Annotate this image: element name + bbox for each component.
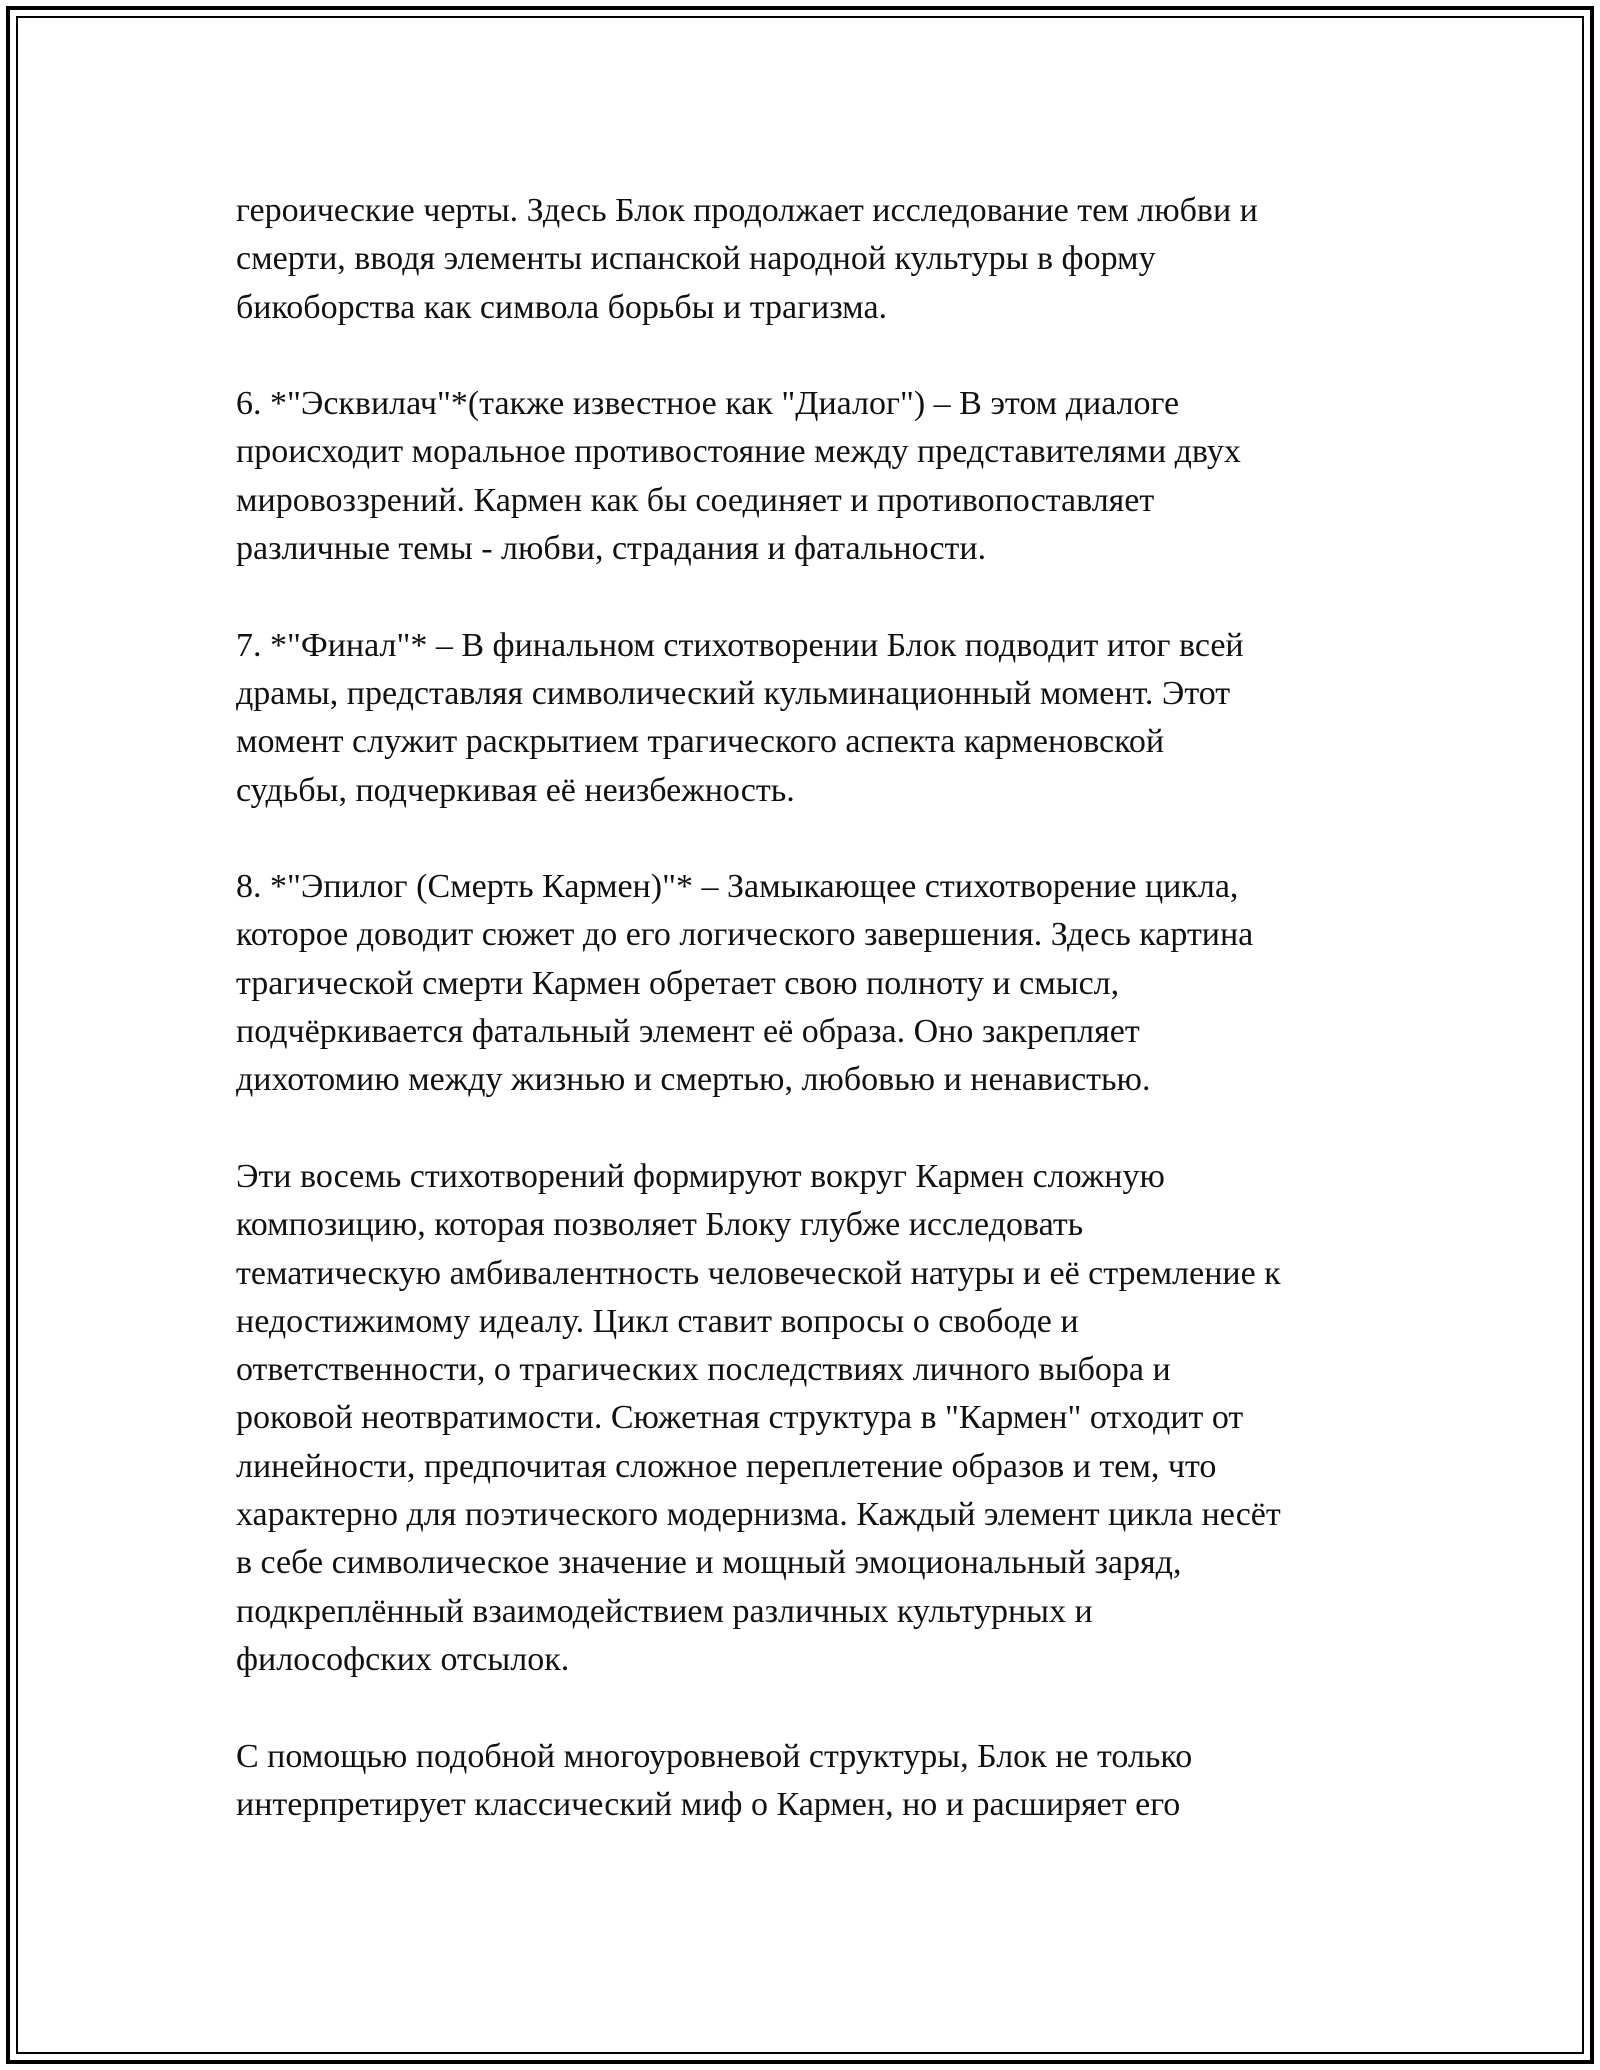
text-line: недостижимому идеалу. Цикл ставит вопросы о свободе и [236, 1302, 1079, 1340]
document-body [236, 187, 1396, 1877]
text-line: происходит моральное противостояние между представителями двух [236, 433, 1241, 471]
text-line: различные темы - любви, страдания и фатальности. [236, 530, 987, 568]
text-line: бикоборства как символа борьбы и трагизма. [236, 288, 888, 326]
text-line: которое доводит сюжет до его логического завершения. Здесь картина [236, 916, 1254, 954]
text-line: роковой неотвратимости. Сюжетная структура в "Кармен" отходит от [236, 1399, 1244, 1437]
text-line: ответственности, о трагических последствиях личного выбора и [236, 1351, 1171, 1389]
text-line: характерно для поэтического модернизма. Каждый элемент цикла несёт [236, 1496, 1281, 1534]
text-line: композицию, которая позволяет Блоку глубже исследовать [236, 1206, 1084, 1244]
paragraph-item-6 [236, 380, 1396, 573]
text-line: трагической смерти Кармен обретает свою полноту и смысл, [236, 964, 1120, 1002]
text-line: С помощью подобной многоуровневой структуры, Блок не только [236, 1737, 1193, 1775]
text-line: философских отсылок. [236, 1640, 570, 1678]
text-line: подкреплённый взаимодействием различных культурных и [236, 1592, 1093, 1630]
text-line: дихотомию между жизнью и смертью, любовью и ненавистью. [236, 1061, 1151, 1099]
paragraph-conclusion [236, 1733, 1396, 1830]
text-line: момент служит раскрытием трагического аспекта карменовской [236, 723, 1165, 761]
text-line: 7. *"Финал"* – В финальном стихотворении Блок подводит итог всей [236, 626, 1244, 664]
text-line: героические черты. Здесь Блок продолжает исследование тем любви и [236, 192, 1258, 229]
text-line: смерти, вводя элементы испанской народной культуры в форму [236, 240, 1156, 278]
text-line: линейности, предпочитая сложное переплетение образов и тем, что [236, 1447, 1217, 1485]
text-line: Эти восемь стихотворений формируют вокруг Кармен сложную [236, 1157, 1165, 1195]
text-line: тематическую амбивалентность человеческой натуры и её стремление к [236, 1254, 1281, 1292]
paragraph-item-7 [236, 622, 1396, 815]
paragraph-1 [236, 187, 1396, 332]
text-line: судьбы, подчеркивая её неизбежность. [236, 771, 795, 809]
text-line: драмы, представляя символический кульминационный момент. Этот [236, 674, 1231, 712]
text-line: подчёркивается фатальный элемент её образа. Оно закрепляет [236, 1013, 1140, 1051]
text-line: 6. *"Эсквилач"*(также известное как "Диалог") – В этом диалоге [236, 385, 1180, 423]
paragraph-item-8 [236, 863, 1396, 1104]
text-line: в себе символическое значение и мощный эмоциональный заряд, [236, 1544, 1182, 1582]
text-line: 8. *"Эпилог (Смерть Кармен)"* – Замыкающее стихотворение цикла, [236, 868, 1239, 906]
text-line: мировоззрений. Кармен как бы соединяет и противопоставляет [236, 481, 1155, 519]
paragraph-summary [236, 1153, 1396, 1684]
text-line: интерпретирует классический миф о Кармен, но и расширяет его [236, 1785, 1181, 1823]
